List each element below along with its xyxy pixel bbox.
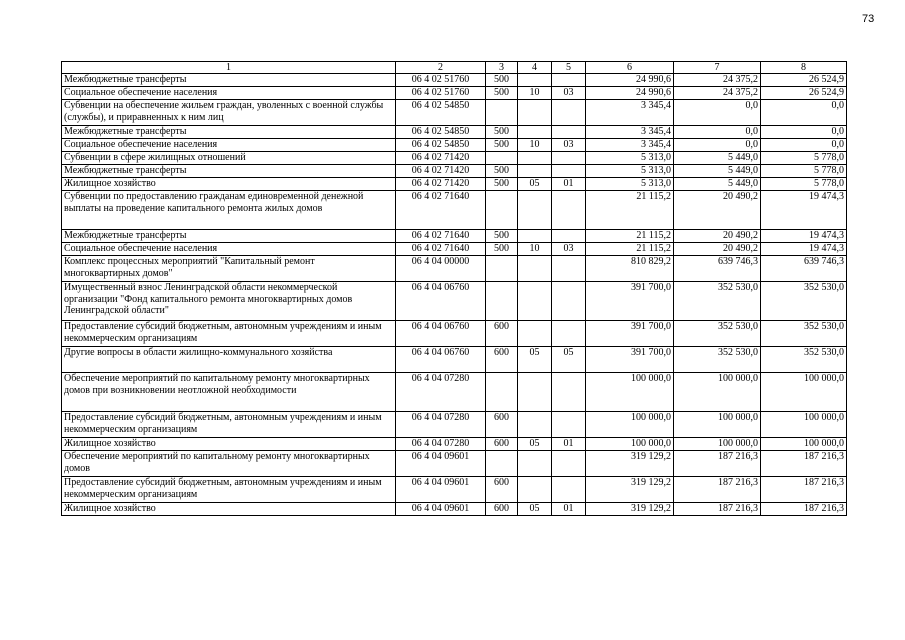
table-row	[62, 191, 847, 230]
row-value8-cell: 352 530,0	[761, 282, 847, 321]
row-value8-cell: 100 000,0	[761, 412, 847, 438]
row-name-cell: Другие вопросы в области жилищно-коммунального хозяйства	[62, 347, 396, 373]
row-name-cell: Субвенции по предоставлению гражданам единовременной денежной выплаты на проведение капитального ремонта жилых домов	[62, 191, 396, 230]
table-row	[62, 412, 847, 438]
row-value8-cell: 187 216,3	[761, 451, 847, 477]
row-value6-cell: 391 700,0	[586, 347, 674, 373]
row-value7-cell: 100 000,0	[674, 438, 761, 451]
row-col3-cell: 500	[486, 139, 518, 152]
row-value8-cell: 19 474,3	[761, 230, 847, 243]
row-name-cell: Социальное обеспечение населения	[62, 139, 396, 152]
row-name-cell: Межбюджетные трансферты	[62, 126, 396, 139]
row-col4-cell	[518, 282, 552, 321]
table-row	[62, 321, 847, 347]
row-name-cell: Субвенции на обеспечение жильем граждан, уволенных с военной службы (службы), и приравненных к ним лиц	[62, 100, 396, 126]
row-value7-cell: 20 490,2	[674, 243, 761, 256]
row-code-cell: 06 4 02 71420	[396, 165, 486, 178]
column-header: 5	[552, 62, 586, 74]
row-value8-cell: 5 778,0	[761, 178, 847, 191]
row-value8-cell: 19 474,3	[761, 243, 847, 256]
row-value7-cell: 20 490,2	[674, 191, 761, 230]
row-value6-cell: 100 000,0	[586, 438, 674, 451]
row-value8-cell: 0,0	[761, 100, 847, 126]
column-header: 8	[761, 62, 847, 74]
row-col5-cell: 01	[552, 178, 586, 191]
row-col5-cell	[552, 230, 586, 243]
row-value6-cell: 21 115,2	[586, 230, 674, 243]
row-col3-cell: 500	[486, 230, 518, 243]
table-row	[62, 126, 847, 139]
row-col5-cell	[552, 191, 586, 230]
row-name-cell: Межбюджетные трансферты	[62, 230, 396, 243]
row-value7-cell: 187 216,3	[674, 451, 761, 477]
row-code-cell: 06 4 04 09601	[396, 477, 486, 503]
row-name-cell: Жилищное хозяйство	[62, 178, 396, 191]
row-value7-cell: 187 216,3	[674, 477, 761, 503]
row-value8-cell: 19 474,3	[761, 191, 847, 230]
row-col5-cell	[552, 74, 586, 87]
row-col3-cell	[486, 373, 518, 412]
row-value8-cell: 187 216,3	[761, 503, 847, 516]
row-col5-cell	[552, 412, 586, 438]
row-col4-cell: 05	[518, 347, 552, 373]
row-value7-cell: 100 000,0	[674, 412, 761, 438]
row-name-cell: Межбюджетные трансферты	[62, 165, 396, 178]
column-header: 6	[586, 62, 674, 74]
row-col3-cell	[486, 152, 518, 165]
row-name-cell: Социальное обеспечение населения	[62, 243, 396, 256]
row-col4-cell	[518, 321, 552, 347]
row-col4-cell: 05	[518, 503, 552, 516]
row-col3-cell: 500	[486, 243, 518, 256]
row-col5-cell: 03	[552, 139, 586, 152]
row-value6-cell: 391 700,0	[586, 282, 674, 321]
row-col5-cell: 03	[552, 87, 586, 100]
row-col3-cell: 600	[486, 503, 518, 516]
row-value7-cell: 5 449,0	[674, 165, 761, 178]
table-row	[62, 230, 847, 243]
row-value8-cell: 26 524,9	[761, 87, 847, 100]
table-row	[62, 256, 847, 282]
row-value8-cell: 352 530,0	[761, 321, 847, 347]
row-value7-cell: 0,0	[674, 100, 761, 126]
column-header: 3	[486, 62, 518, 74]
table-header-row	[62, 62, 847, 74]
row-col4-cell	[518, 373, 552, 412]
row-code-cell: 06 4 02 54850	[396, 126, 486, 139]
row-col4-cell	[518, 451, 552, 477]
row-code-cell: 06 4 02 71640	[396, 191, 486, 230]
row-col5-cell	[552, 282, 586, 321]
row-value7-cell: 352 530,0	[674, 321, 761, 347]
table-row	[62, 178, 847, 191]
row-name-cell: Имущественный взнос Ленинградской области некоммерческой организации "Фонд капитального ремонта многоквартирных домов Ленинградской области"	[62, 282, 396, 321]
row-value7-cell: 0,0	[674, 139, 761, 152]
row-code-cell: 06 4 04 07280	[396, 412, 486, 438]
row-name-cell: Обеспечение мероприятий по капитальному ремонту многоквартирных домов при возникновении неотложной необходимости	[62, 373, 396, 412]
row-name-cell: Социальное обеспечение населения	[62, 87, 396, 100]
row-value8-cell: 5 778,0	[761, 152, 847, 165]
row-col4-cell	[518, 165, 552, 178]
row-col4-cell	[518, 74, 552, 87]
row-value8-cell: 0,0	[761, 139, 847, 152]
row-value6-cell: 3 345,4	[586, 139, 674, 152]
row-value6-cell: 319 129,2	[586, 503, 674, 516]
row-value6-cell: 100 000,0	[586, 373, 674, 412]
row-code-cell: 06 4 04 09601	[396, 451, 486, 477]
table-row	[62, 438, 847, 451]
table-row	[62, 477, 847, 503]
row-col5-cell: 05	[552, 347, 586, 373]
row-col5-cell	[552, 321, 586, 347]
row-code-cell: 06 4 04 07280	[396, 438, 486, 451]
row-code-cell: 06 4 02 51760	[396, 74, 486, 87]
row-col3-cell: 500	[486, 178, 518, 191]
row-code-cell: 06 4 02 71640	[396, 230, 486, 243]
row-col3-cell: 500	[486, 74, 518, 87]
row-col4-cell	[518, 256, 552, 282]
row-name-cell: Предоставление субсидий бюджетным, автономным учреждениям и иным некоммерческим организациям	[62, 477, 396, 503]
table-row	[62, 347, 847, 373]
row-col3-cell: 500	[486, 165, 518, 178]
row-col5-cell: 01	[552, 503, 586, 516]
row-value8-cell: 26 524,9	[761, 74, 847, 87]
row-col5-cell	[552, 477, 586, 503]
row-name-cell: Межбюджетные трансферты	[62, 74, 396, 87]
row-col4-cell	[518, 412, 552, 438]
row-col5-cell	[552, 451, 586, 477]
row-value6-cell: 100 000,0	[586, 412, 674, 438]
table-row	[62, 282, 847, 321]
row-col4-cell: 05	[518, 178, 552, 191]
row-col3-cell	[486, 451, 518, 477]
row-col4-cell	[518, 230, 552, 243]
budget-table	[61, 61, 847, 516]
column-header: 2	[396, 62, 486, 74]
row-value8-cell: 0,0	[761, 126, 847, 139]
row-code-cell: 06 4 04 06760	[396, 321, 486, 347]
row-col4-cell	[518, 100, 552, 126]
row-value7-cell: 5 449,0	[674, 152, 761, 165]
row-value7-cell: 100 000,0	[674, 373, 761, 412]
row-name-cell: Комплекс процессных мероприятий "Капитальный ремонт многоквартирных домов"	[62, 256, 396, 282]
row-col3-cell	[486, 282, 518, 321]
row-value8-cell: 352 530,0	[761, 347, 847, 373]
row-code-cell: 06 4 04 07280	[396, 373, 486, 412]
row-value6-cell: 5 313,0	[586, 165, 674, 178]
row-col5-cell	[552, 373, 586, 412]
row-col4-cell: 10	[518, 139, 552, 152]
row-name-cell: Обеспечение мероприятий по капитальному ремонту многоквартирных домов	[62, 451, 396, 477]
row-value6-cell: 3 345,4	[586, 126, 674, 139]
row-value8-cell: 187 216,3	[761, 477, 847, 503]
table-row	[62, 139, 847, 152]
row-value7-cell: 20 490,2	[674, 230, 761, 243]
row-col4-cell	[518, 126, 552, 139]
row-col5-cell	[552, 100, 586, 126]
row-code-cell: 06 4 02 51760	[396, 87, 486, 100]
row-name-cell: Субвенции в сфере жилищных отношений	[62, 152, 396, 165]
row-code-cell: 06 4 02 54850	[396, 139, 486, 152]
row-col5-cell: 03	[552, 243, 586, 256]
table-row	[62, 152, 847, 165]
table-row	[62, 100, 847, 126]
row-col5-cell	[552, 165, 586, 178]
row-value8-cell: 100 000,0	[761, 373, 847, 412]
row-code-cell: 06 4 02 54850	[396, 100, 486, 126]
row-value7-cell: 352 530,0	[674, 282, 761, 321]
table-row	[62, 165, 847, 178]
row-col5-cell	[552, 256, 586, 282]
row-value6-cell: 21 115,2	[586, 243, 674, 256]
table-row	[62, 243, 847, 256]
row-name-cell: Предоставление субсидий бюджетным, автономным учреждениям и иным некоммерческим организациям	[62, 321, 396, 347]
row-col4-cell: 10	[518, 87, 552, 100]
row-col3-cell: 600	[486, 321, 518, 347]
table-row	[62, 74, 847, 87]
table-row	[62, 451, 847, 477]
row-col4-cell	[518, 477, 552, 503]
row-value7-cell: 352 530,0	[674, 347, 761, 373]
row-col3-cell	[486, 191, 518, 230]
row-value7-cell: 187 216,3	[674, 503, 761, 516]
row-col4-cell	[518, 191, 552, 230]
row-col3-cell	[486, 256, 518, 282]
row-col4-cell	[518, 152, 552, 165]
row-col5-cell: 01	[552, 438, 586, 451]
row-value8-cell: 5 778,0	[761, 165, 847, 178]
row-value6-cell: 24 990,6	[586, 74, 674, 87]
row-value6-cell: 391 700,0	[586, 321, 674, 347]
row-col3-cell: 600	[486, 412, 518, 438]
column-header: 7	[674, 62, 761, 74]
row-value8-cell: 100 000,0	[761, 438, 847, 451]
row-code-cell: 06 4 02 71420	[396, 178, 486, 191]
row-code-cell: 06 4 04 00000	[396, 256, 486, 282]
table-row	[62, 87, 847, 100]
row-code-cell: 06 4 04 06760	[396, 282, 486, 321]
row-name-cell: Жилищное хозяйство	[62, 438, 396, 451]
row-col5-cell	[552, 152, 586, 165]
row-name-cell: Предоставление субсидий бюджетным, автономным учреждениям и иным некоммерческим организациям	[62, 412, 396, 438]
column-header: 1	[62, 62, 396, 74]
page-number: 73	[862, 13, 875, 25]
row-value6-cell: 810 829,2	[586, 256, 674, 282]
row-value6-cell: 3 345,4	[586, 100, 674, 126]
row-value6-cell: 5 313,0	[586, 178, 674, 191]
row-code-cell: 06 4 02 71640	[396, 243, 486, 256]
row-col4-cell: 05	[518, 438, 552, 451]
row-value7-cell: 639 746,3	[674, 256, 761, 282]
table-row	[62, 503, 847, 516]
row-value7-cell: 24 375,2	[674, 87, 761, 100]
row-col3-cell: 500	[486, 87, 518, 100]
row-value6-cell: 24 990,6	[586, 87, 674, 100]
row-value6-cell: 5 313,0	[586, 152, 674, 165]
row-col3-cell	[486, 100, 518, 126]
row-col4-cell: 10	[518, 243, 552, 256]
row-code-cell: 06 4 04 06760	[396, 347, 486, 373]
column-header: 4	[518, 62, 552, 74]
table-row	[62, 373, 847, 412]
row-name-cell: Жилищное хозяйство	[62, 503, 396, 516]
row-value8-cell: 639 746,3	[761, 256, 847, 282]
row-value7-cell: 0,0	[674, 126, 761, 139]
row-col3-cell: 600	[486, 347, 518, 373]
row-col5-cell	[552, 126, 586, 139]
row-col3-cell: 600	[486, 438, 518, 451]
row-col3-cell: 500	[486, 126, 518, 139]
row-col3-cell: 600	[486, 477, 518, 503]
row-value7-cell: 24 375,2	[674, 74, 761, 87]
row-value7-cell: 5 449,0	[674, 178, 761, 191]
row-value6-cell: 21 115,2	[586, 191, 674, 230]
row-value6-cell: 319 129,2	[586, 477, 674, 503]
row-value6-cell: 319 129,2	[586, 451, 674, 477]
row-code-cell: 06 4 02 71420	[396, 152, 486, 165]
row-code-cell: 06 4 04 09601	[396, 503, 486, 516]
